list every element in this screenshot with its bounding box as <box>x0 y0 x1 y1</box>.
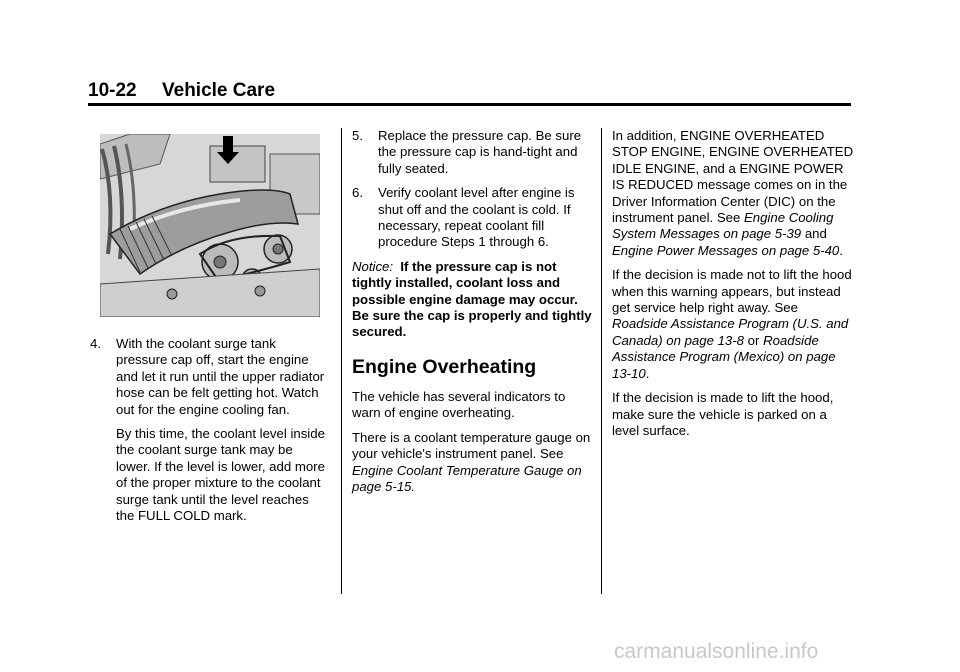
page-header <box>88 80 275 102</box>
engine-coolant-hose-illustration <box>100 134 320 317</box>
link-roadside-mexico[interactable]: Roadside Assistance Program (Mexico) on page 13-10 <box>612 332 836 381</box>
step-6-number: 6. <box>352 185 363 201</box>
step-6 <box>352 185 592 251</box>
and-word: and <box>804 226 827 242</box>
link-roadside-us-canada[interactable]: Roadside Assistance Program (U.S. and Canada) on page 13-8 <box>612 316 849 348</box>
watermark: carmanualsonline.info <box>614 640 819 663</box>
notice <box>352 259 592 341</box>
notice-label: Notice: <box>352 258 394 274</box>
column-divider-1 <box>341 128 342 594</box>
paragraph-gauge <box>352 430 592 496</box>
paragraph-messages-text: In addition, ENGINE OVERHEATED STOP ENGINE, ENGINE OVERHEATED IDLE ENGINE, and a ENGINE POWER IS REDUCED message comes on in the Driver Information Center (DIC) on the instrument panel. See <box>612 128 854 226</box>
period-1: . <box>839 242 843 258</box>
header-rule <box>88 103 851 106</box>
paragraph-lift-hood: If the decision is made to lift the hood, make sure the vehicle is parked on a level surface. <box>612 390 834 438</box>
step-4-text: With the coolant surge tank pressure cap off, start the engine and let it run until the upper radiator hose can be felt getting hot. Watch out for the engine cooling fan. <box>116 336 325 417</box>
step-4 <box>90 336 330 418</box>
step-6-text: Verify coolant level after engine is shut off and the coolant is cold. If necessary, repeat coolant fill procedure Steps 1 through 6. <box>378 185 575 250</box>
link-cooling-messages[interactable]: Engine Cooling System Messages on page 5-39 <box>612 210 834 242</box>
column-3 <box>612 128 857 447</box>
or-word: or <box>747 332 760 348</box>
step-4-number: 4. <box>90 336 101 351</box>
step-5-number: 5. <box>352 128 363 143</box>
paragraph-messages <box>612 128 857 259</box>
paragraph-roadside <box>612 267 857 382</box>
column-2 <box>352 128 592 503</box>
page-number: 10-22 <box>88 80 137 101</box>
step-4-followup: By this time, the coolant level inside the coolant surge tank may be lower. If the level is lower, add more of the proper mixture to the coolant surge tank until the level reaches the FULL COLD mark. <box>116 426 325 524</box>
link-coolant-gauge[interactable]: Engine Coolant Temperature Gauge on page 5-15. <box>352 462 582 494</box>
section-heading: Engine Overheating <box>352 355 537 378</box>
paragraph-indicators: The vehicle has several indicators to warn of engine overheating. <box>352 388 566 421</box>
paragraph-gauge-text: There is a coolant temperature gauge on your vehicle's instrument panel. See <box>352 429 591 462</box>
column-divider-2 <box>601 128 602 594</box>
step-5 <box>352 128 592 177</box>
column-1 <box>90 336 330 532</box>
paragraph-roadside-text: If the decision is made not to lift the hood when this warning appears, but instead get service help right away. See <box>612 267 852 316</box>
link-power-messages[interactable]: Engine Power Messages on page 5-40 <box>612 242 840 258</box>
step-5-text: Replace the pressure cap. Be sure the pressure cap is hand-tight and fully seated. <box>378 128 582 176</box>
section-title: Vehicle Care <box>162 80 276 101</box>
notice-text: If the pressure cap is not tightly installed, coolant loss and possible engine damage may occur. Be sure the cap is properly and tightly secured. <box>352 258 592 340</box>
period-2: . <box>645 365 650 381</box>
